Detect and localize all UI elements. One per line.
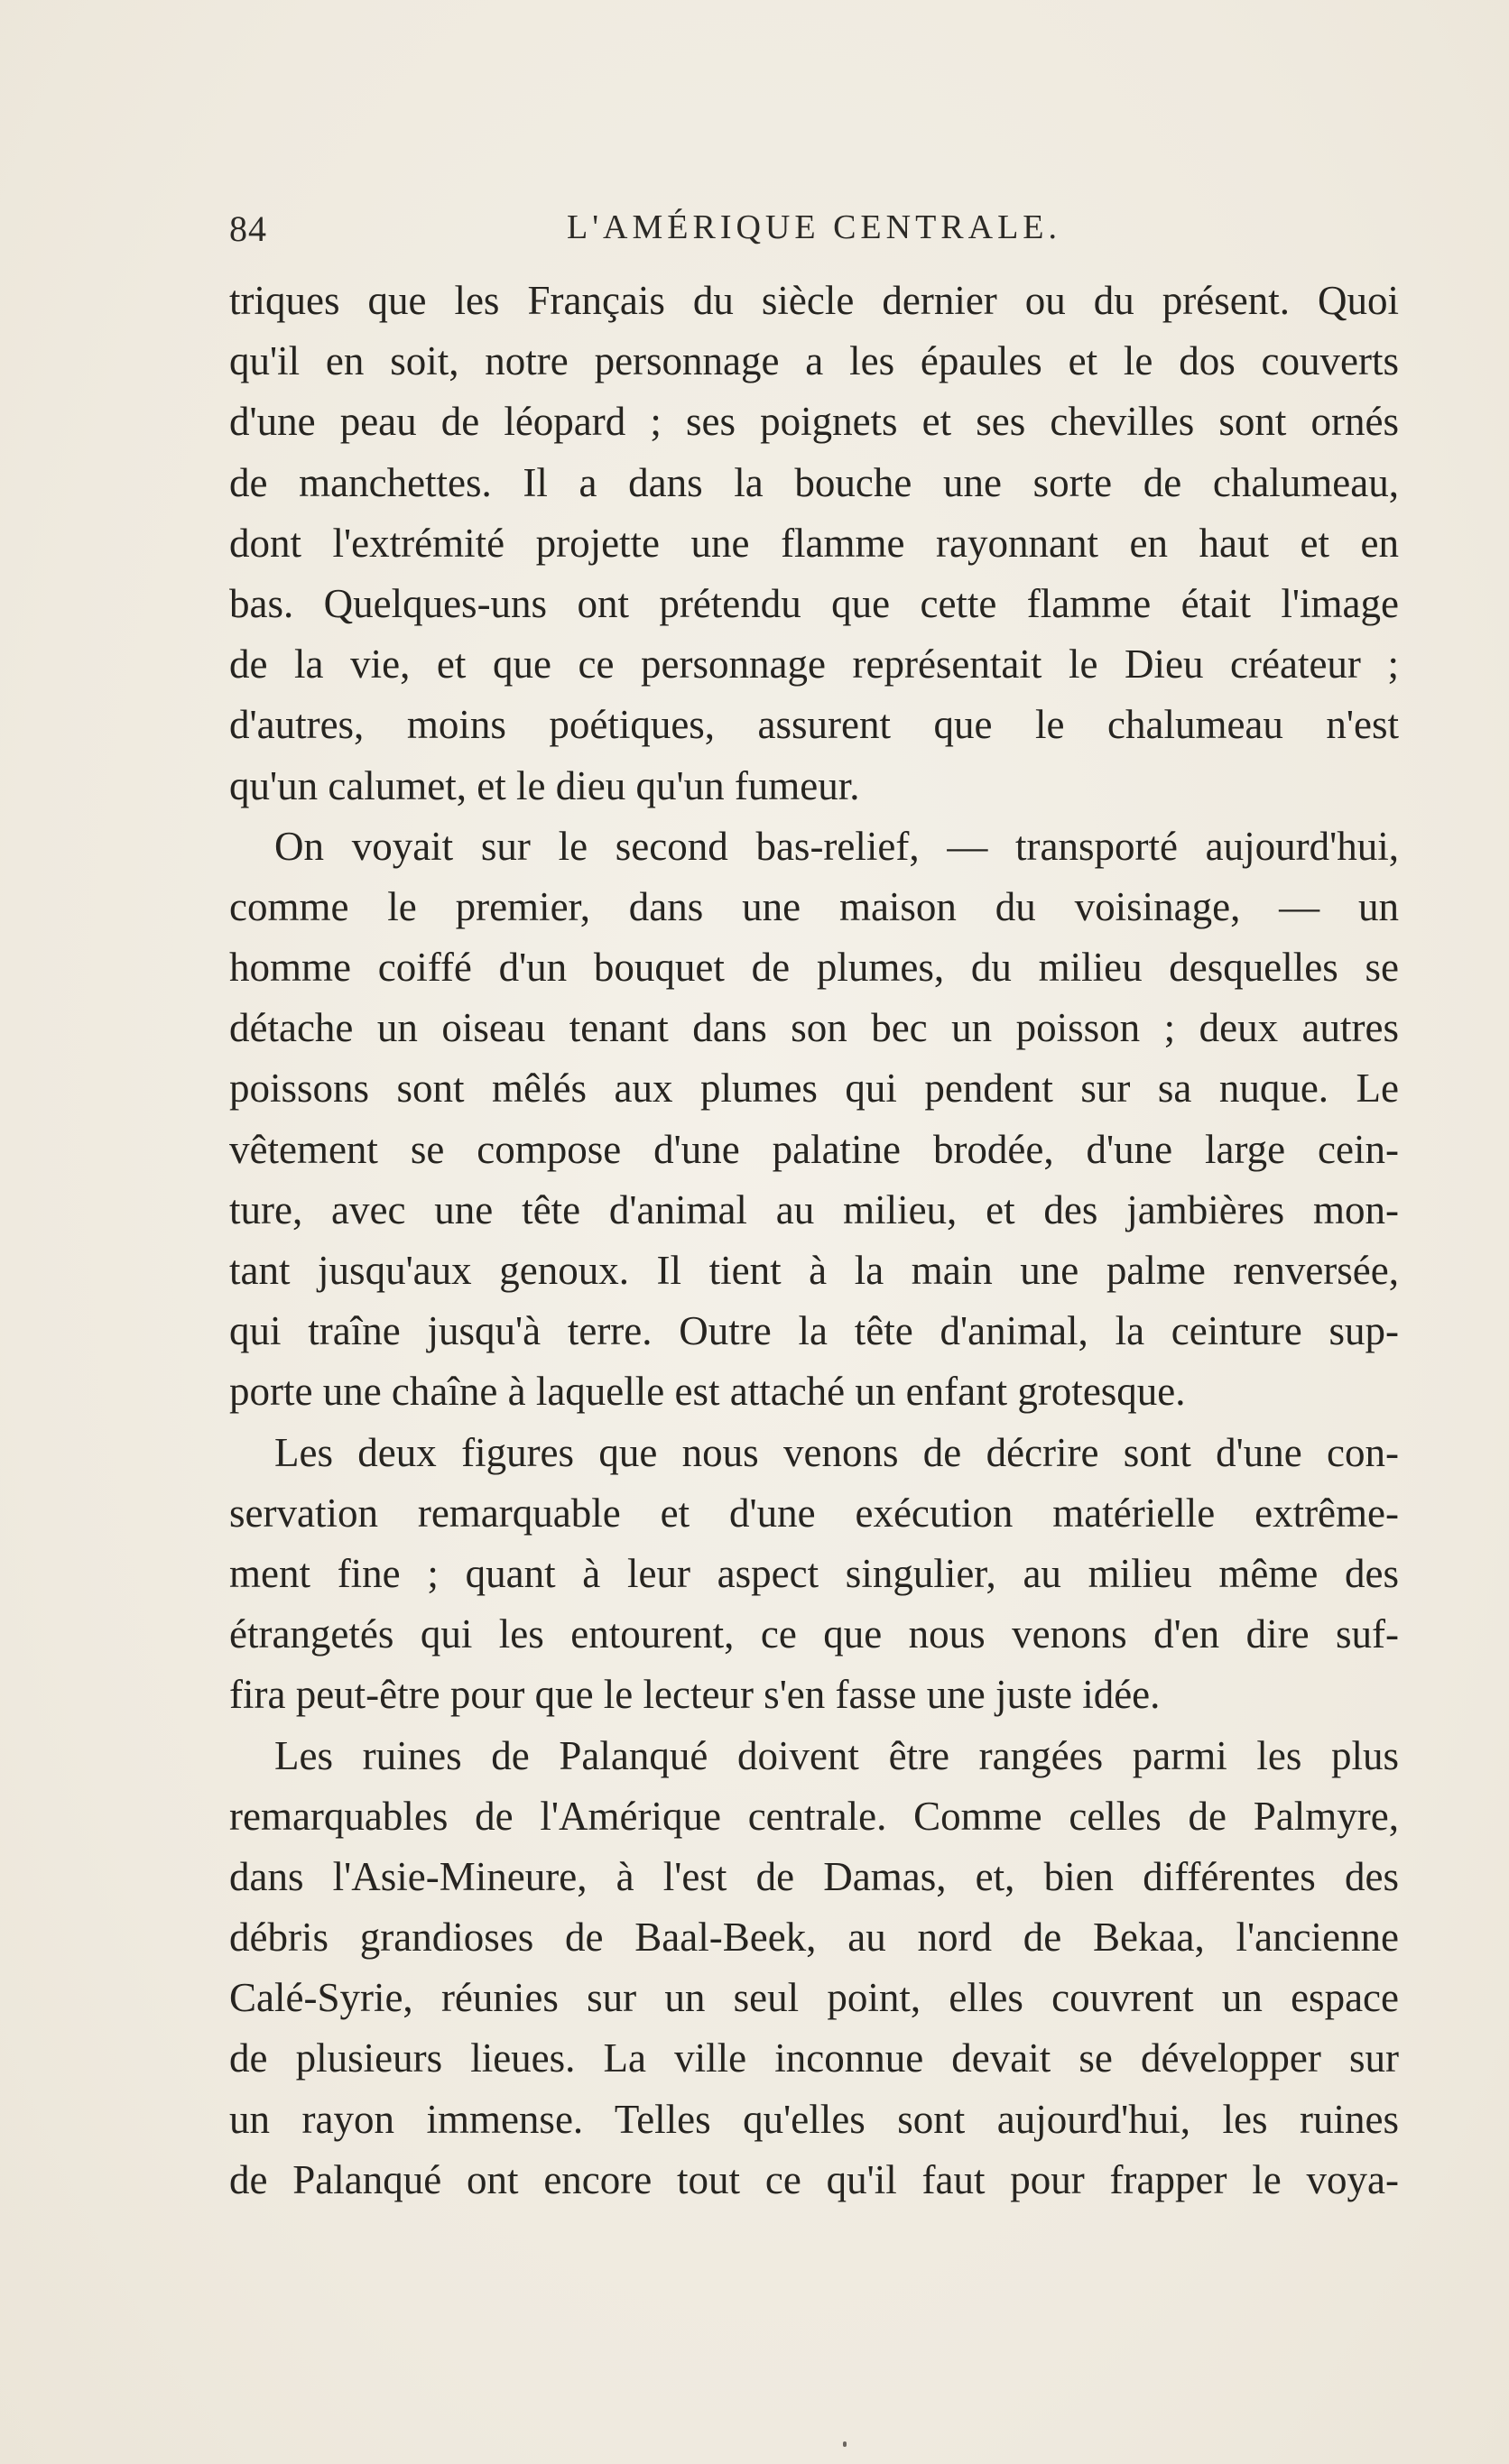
text-line: bas. Quelques-uns ont prétendu que cette flamme était l'image — [229, 580, 1399, 626]
text-line: remarquables de l'Amérique centrale. Comme celles de Palmyre, — [229, 1793, 1399, 1839]
text-line: Calé-Syrie, réunies sur un seul point, elles couvrent un espace — [229, 1975, 1399, 2021]
text-line: dont l'extrémité projette une flamme rayonnant en haut et en — [229, 520, 1399, 566]
page-header — [229, 204, 1399, 258]
text-line: de plusieurs lieues. La ville inconnue devait se développer sur — [229, 2035, 1399, 2081]
text-line: ment fine ; quant à leur aspect singulier, au milieu même des — [229, 1550, 1399, 1596]
paragraph-start-line: On voyait sur le second bas-relief, — transporté aujourd'hui, — [274, 823, 1399, 869]
text-line: ture, avec une tête d'animal au milieu, et des jambières mon- — [229, 1186, 1399, 1232]
text-line: tant jusqu'aux genoux. Il tient à la main une palme renversée, — [229, 1248, 1399, 1293]
text-line: fira peut-être pour que le lecteur s'en fasse une juste idée. — [229, 1672, 1161, 1718]
paragraph-start-line: Les deux figures que nous venons de décrire sont d'une con- — [274, 1429, 1399, 1475]
text-line: d'autres, moins poétiques, assurent que le chalumeau n'est — [229, 702, 1399, 748]
text-line: servation remarquable et d'une exécution matérielle extrême- — [229, 1490, 1399, 1536]
text-line: qu'il en soit, notre personnage a les épaules et le dos couverts — [229, 338, 1399, 384]
page-number: 84 — [229, 208, 267, 249]
paper-speck — [843, 2441, 847, 2447]
running-title: L'AMÉRIQUE CENTRALE. — [566, 208, 1062, 246]
text-line: triques que les Français du siècle dernier ou du présent. Quoi — [229, 278, 1399, 323]
text-line: de Palanqué ont encore tout ce qu'il faut pour frapper le voya- — [229, 2156, 1399, 2202]
text-line: porte une chaîne à laquelle est attaché un enfant grotesque. — [229, 1369, 1186, 1415]
text-line: étrangetés qui les entourent, ce que nous venons d'en dire suf- — [229, 1611, 1399, 1657]
text-line: poissons sont mêlés aux plumes qui pendent sur sa nuque. Le — [229, 1066, 1399, 1112]
text-line: de la vie, et que ce personnage représentait le Dieu créateur ; — [229, 641, 1399, 688]
text-line: débris grandioses de Baal-Beek, au nord de Bekaa, l'ancienne — [229, 1915, 1399, 1961]
text-line: détache un oiseau tenant dans son bec un poisson ; deux autres — [229, 1005, 1399, 1051]
text-line: d'une peau de léopard ; ses poignets et ses chevilles sont ornés — [229, 399, 1399, 445]
text-line: un rayon immense. Telles qu'elles sont aujourd'hui, les ruines — [229, 2096, 1399, 2142]
text-line: comme le premier, dans une maison du voisinage, — un — [229, 883, 1399, 929]
text-line: dans l'Asie-Mineure, à l'est de Damas, et, bien différentes des — [229, 1853, 1399, 1899]
body-text — [229, 271, 1399, 2210]
text-line: vêtement se compose d'une palatine brodée, d'une large cein- — [229, 1126, 1399, 1172]
text-line: qui traîne jusqu'à terre. Outre la tête d'animal, la ceinture sup- — [229, 1308, 1399, 1354]
text-line: homme coiffé d'un bouquet de plumes, du milieu desquelles se — [229, 945, 1399, 991]
text-line: qu'un calumet, et le dieu qu'un fumeur. — [229, 762, 860, 808]
text-line: de manchettes. Il a dans la bouche une sorte de chalumeau, — [229, 459, 1399, 505]
paragraph-start-line: Les ruines de Palanqué doivent être rangées parmi les plus — [274, 1732, 1399, 1778]
